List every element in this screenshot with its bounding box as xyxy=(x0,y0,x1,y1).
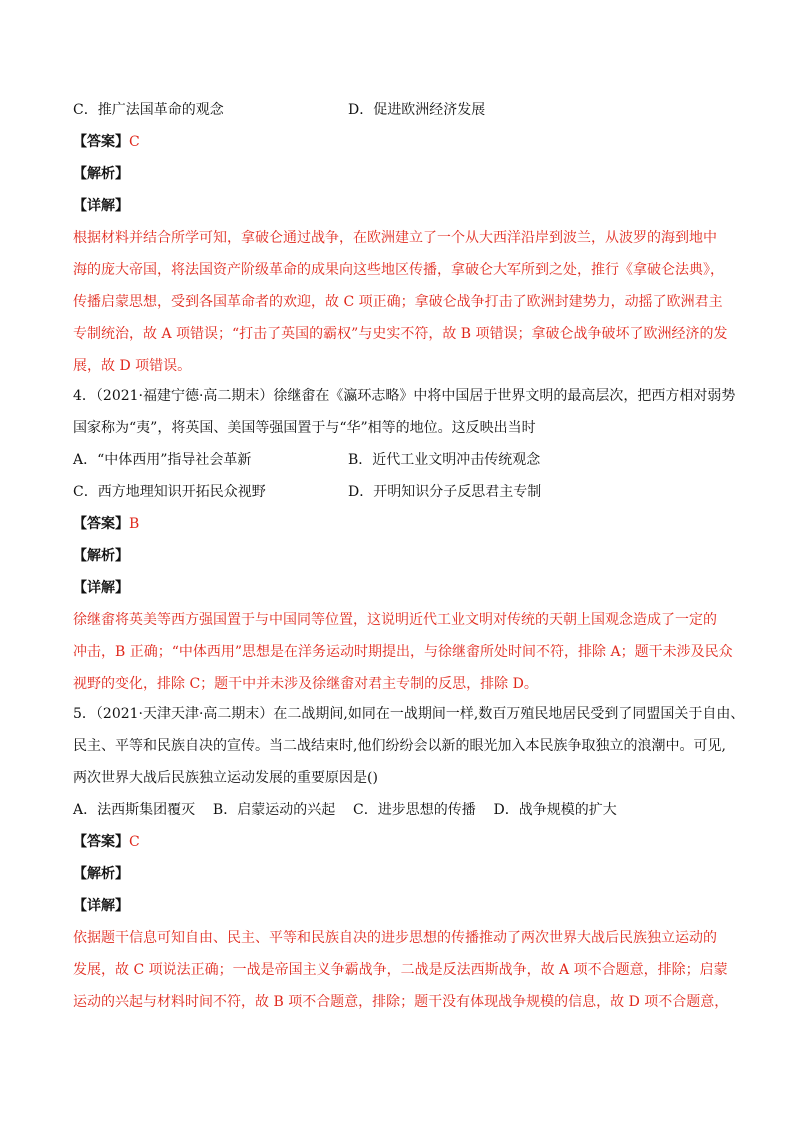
q5-detail-text xyxy=(73,922,729,1018)
q3-detail-text xyxy=(73,222,728,382)
answer-label: 【答案】 xyxy=(73,134,129,150)
stem-line: 5．（2021·天津天津·高二期末）在二战期间,如同在一战期间一样,数百万殖民地居民受到了同盟国关于自由、 xyxy=(73,706,745,722)
q4-option-c: C．西方地理知识开拓民众视野 xyxy=(73,484,266,500)
answer-value: C xyxy=(129,134,140,150)
detail-line: 依据题干信息可知自由、民主、平等和民族自决的进步思想的传播推动了两次世界大战后民族独立运动的 xyxy=(73,930,717,946)
detail-line: 徐继畬将英美等西方强国置于与中国同等位置，这说明近代工业文明对传统的天朝上国观念造成了一定的 xyxy=(73,612,717,628)
detail-line: 传播启蒙思想，受到各国革命者的欢迎，故 C 项正确；拿破仑战争打击了欧洲封建势力，动摇了欧洲君主 xyxy=(73,294,723,310)
answer-value: C xyxy=(129,834,140,850)
detail-line: 冲击，B 正确；“中体西用”思想是在洋务运动时期提出，与徐继畬所处时间不符，排除 A；题干未涉及民众 xyxy=(73,644,733,660)
stem-line: 国家称为“夷”，将英国、美国等强国置于与“华”相等的地位。这反映出当时 xyxy=(73,420,536,436)
q3-option-c: C．推广法国革命的观念 xyxy=(73,102,224,118)
stem-line: 两次世界大战后民族独立运动发展的重要原因是() xyxy=(73,770,378,786)
q4-stem xyxy=(73,380,736,444)
q3-option-d: D．促进欧洲经济发展 xyxy=(348,102,486,118)
q4-analysis-label: 【解析】 xyxy=(73,548,129,564)
q4-detail-text xyxy=(73,604,733,700)
answer-label: 【答案】 xyxy=(73,516,129,532)
q4-option-a: A．“中体西用”指导社会革新 xyxy=(73,452,252,468)
q3-analysis-label: 【解析】 xyxy=(73,166,129,182)
answer-label: 【答案】 xyxy=(73,834,129,850)
answer-value: B xyxy=(129,516,140,532)
q5-analysis-label: 【解析】 xyxy=(73,866,129,882)
detail-line: 运动的兴起与材料时间不符，故 B 项不合题意，排除；题干没有体现战争规模的信息，故 D 项不合题意， xyxy=(73,994,729,1010)
detail-line: 发展，故 C 项说法正确；一战是帝国主义争霸战争，二战是反法西斯战争，故 A 项不合题意，排除；启蒙 xyxy=(73,962,728,978)
detail-line: 展，故 D 项错误。 xyxy=(73,358,192,374)
q4-detail-label: 【详解】 xyxy=(73,580,129,596)
q5-options: A．法西斯集团覆灭 B．启蒙运动的兴起 C．进步思想的传播 D．战争规模的扩大 xyxy=(73,802,617,818)
detail-line: 海的庞大帝国，将法国资产阶级革命的成果向这些地区传播，拿破仑大军所到之处，推行《拿破仑法典》， xyxy=(73,262,724,278)
q4-option-d: D．开明知识分子反思君主专制 xyxy=(348,484,542,500)
q5-detail-label: 【详解】 xyxy=(73,898,129,914)
stem-line: 民主、平等和民族自决的宣传。当二战结束时,他们纷纷会以新的眼光加入本民族争取独立的浪潮中。可见, xyxy=(73,738,726,754)
q3-answer xyxy=(73,134,140,150)
q4-answer xyxy=(73,516,139,532)
q5-stem xyxy=(73,698,745,794)
q3-detail-label: 【详解】 xyxy=(73,198,129,214)
detail-line: 根据材料并结合所学可知，拿破仑通过战争，在欧洲建立了一个从大西洋沿岸到波兰，从波罗的海到地中 xyxy=(73,230,717,246)
detail-line: 专制统治，故 A 项错误；“打击了英国的霸权”与史实不符，故 B 项错误；拿破仑战争破坏了欧洲经济的发 xyxy=(73,326,728,342)
stem-line: 4．（2021·福建宁德·高二期末）徐继畬在《瀛环志略》中将中国居于世界文明的最高层次，把西方相对弱势 xyxy=(73,388,736,404)
q5-answer xyxy=(73,834,140,850)
q4-option-b: B．近代工业文明冲击传统观念 xyxy=(348,452,541,468)
detail-line: 视野的变化，排除 C；题干中并未涉及徐继畬对君主专制的反思，排除 D。 xyxy=(73,676,538,692)
